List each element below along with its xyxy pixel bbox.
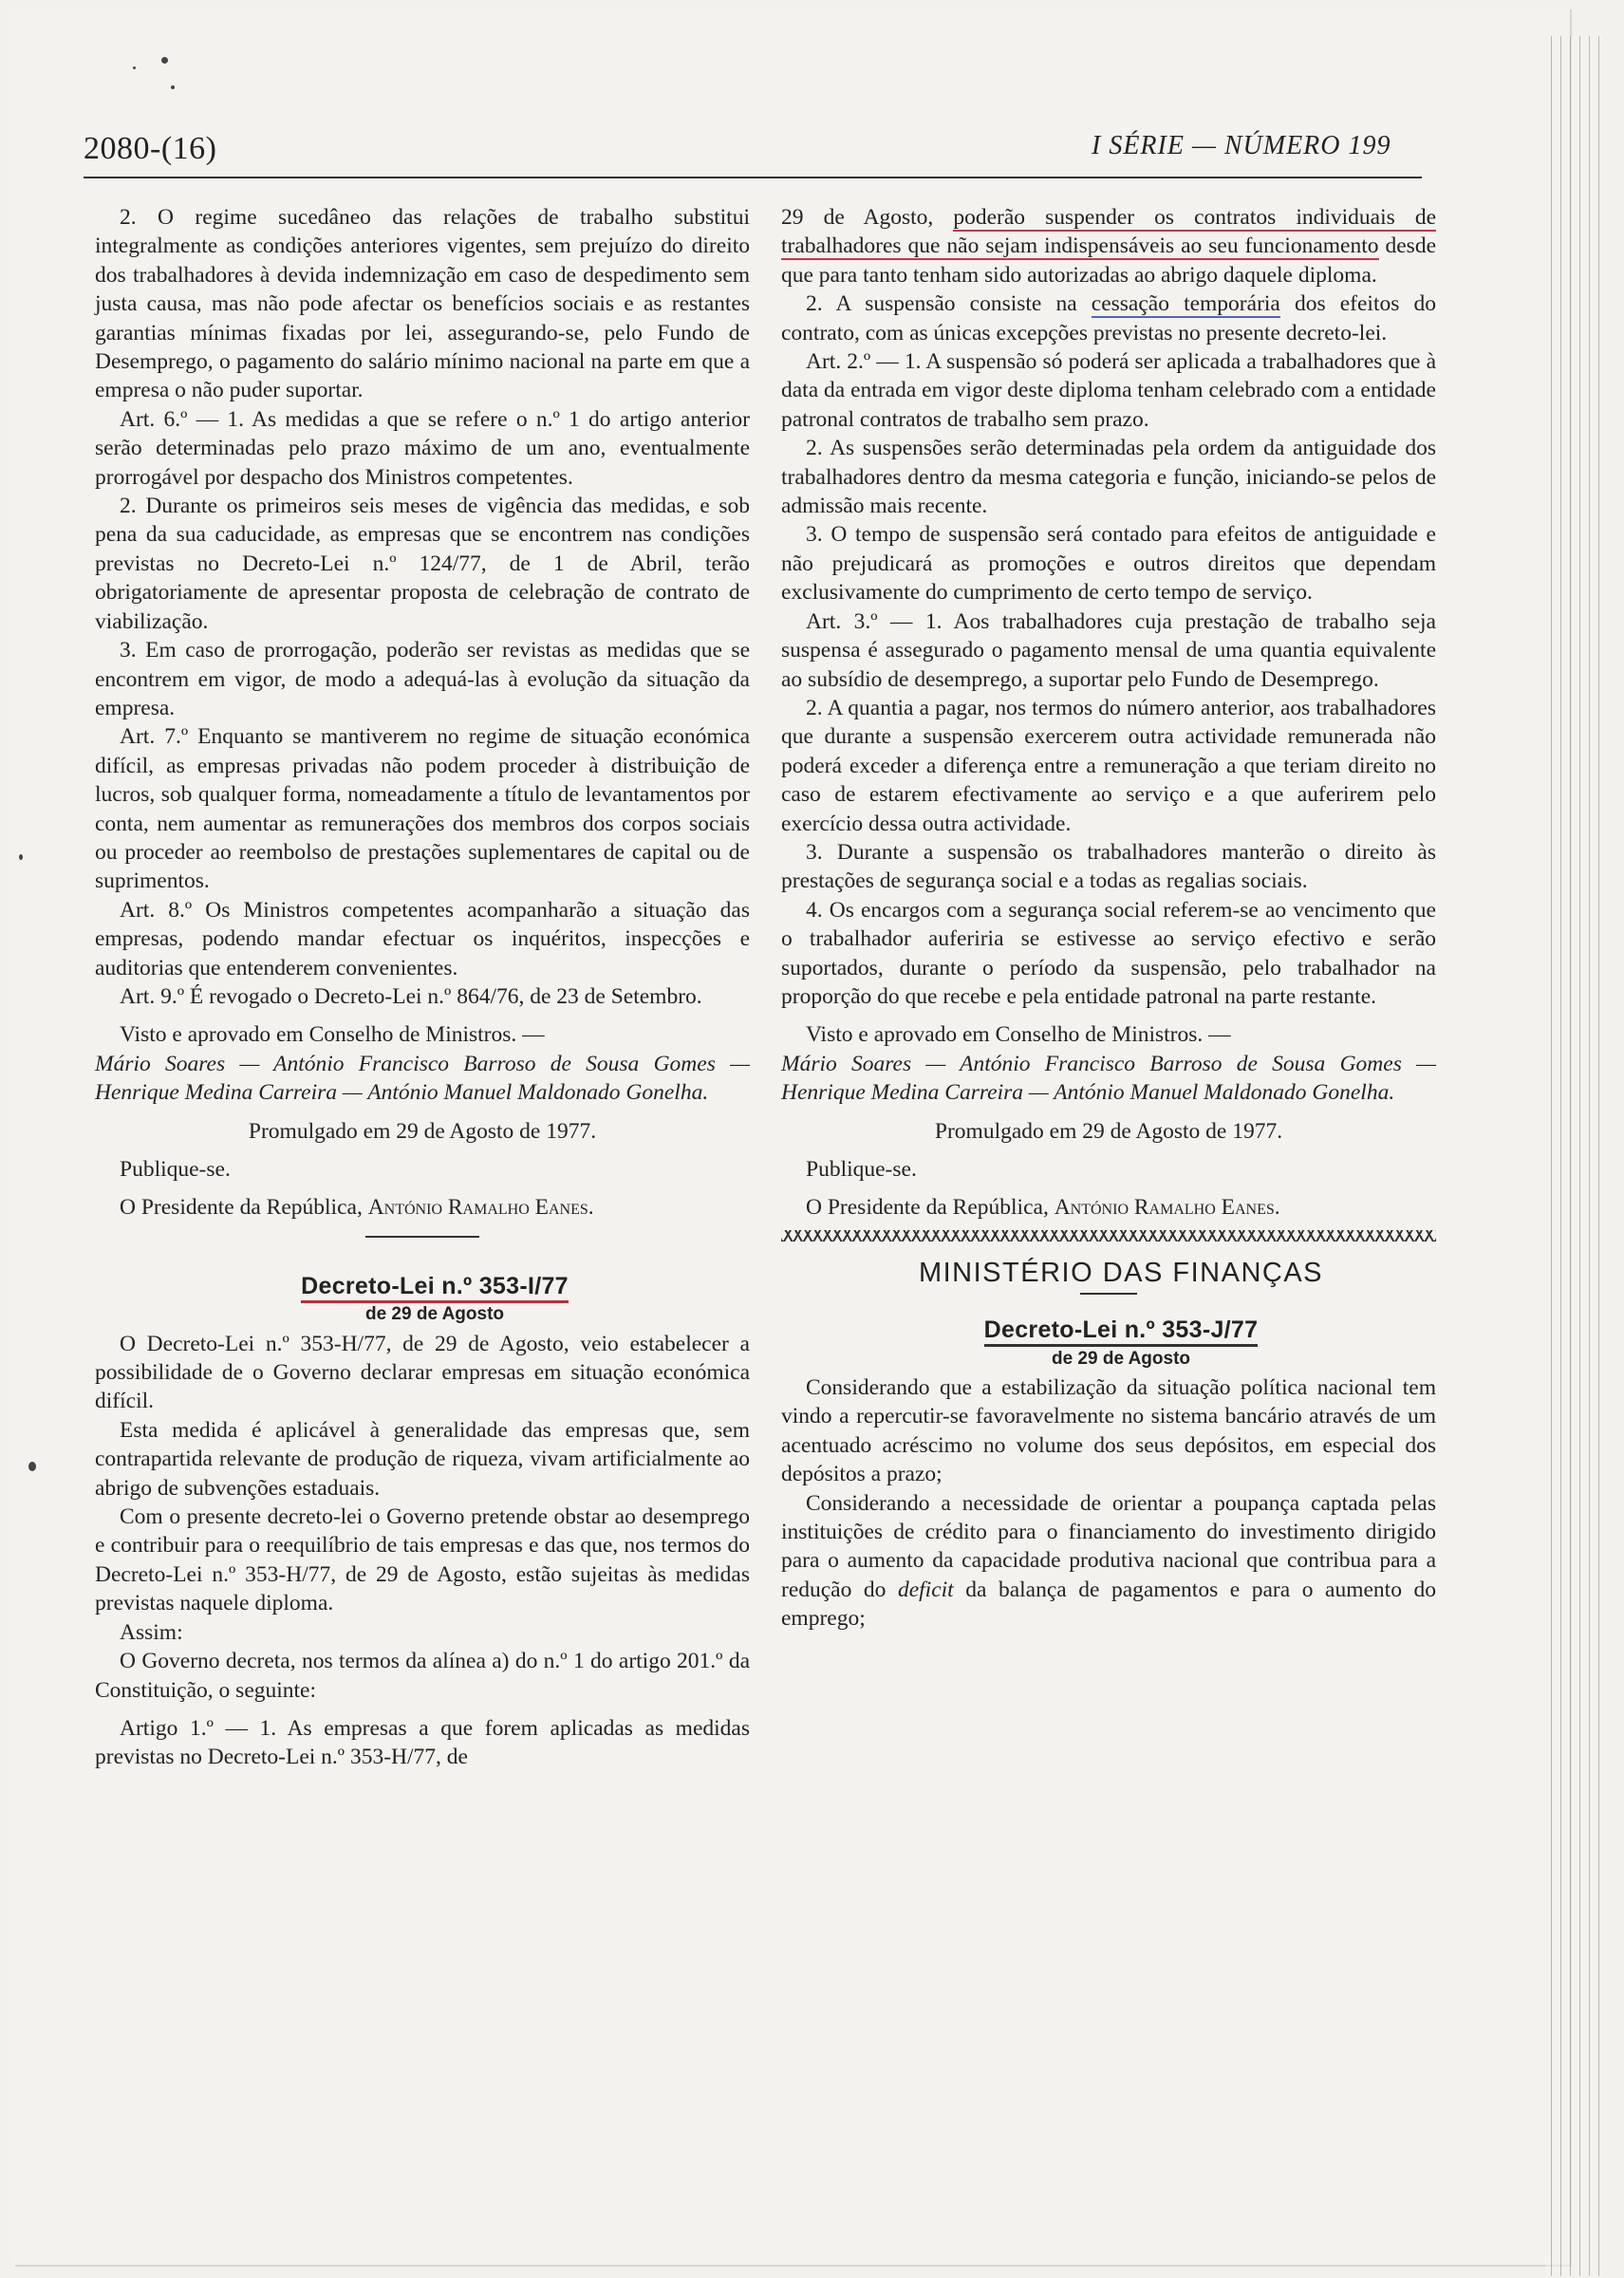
decree-title-text: Decreto-Lei n.º 353-J/77: [984, 1316, 1259, 1347]
article-6: Art. 6.º — 1. As medidas a que se refere o n.º 1 do artigo anterior serão determinadas pelo prazo máximo de um ano, eventualmente prorrogável por despacho dos Ministros competentes.: [95, 406, 750, 490]
decree-date: de 29 de Agosto: [364, 1304, 505, 1325]
scan-speck: [19, 854, 23, 860]
decree-title: [95, 1272, 750, 1300]
publish-order: Publique-se.: [806, 1157, 917, 1182]
president-title: O Presidente da República,: [120, 1195, 363, 1221]
paragraph: O Decreto-Lei n.º 353-H/77, de 29 de Agosto, veio estabelecer a possibilidade de o Governo declarar empresas em situação económica difícil.: [95, 1331, 750, 1414]
promulgation-date: Promulgado em 29 de Agosto de 1977.: [248, 1118, 597, 1144]
scan-speck: [28, 1462, 36, 1471]
scan-speck: [133, 66, 136, 69]
article-8: Art. 8.º Os Ministros competentes acompanharão a situação das empresas, podendo mandar efectuar os inquéritos, inspecções e auditorias que entenderem convenientes.: [95, 897, 750, 980]
paragraph: 3. Em caso de prorrogação, poderão ser revistas as medidas que se encontrem em vigor, de modo a adequá-las à evolução da situação da empresa.: [95, 638, 750, 720]
ministry-heading: MINISTÉRIO DAS FINANÇAS: [918, 1257, 1324, 1288]
paragraph: 2. As suspensões serão determinadas pela ordem da antiguidade dos trabalhadores dentro da mesma categoria e função, iniciando-se pelos de admissão mais recente.: [781, 436, 1436, 519]
section-divider: [365, 1236, 479, 1238]
president-name: António Ramalho Eanes.: [1054, 1195, 1280, 1221]
left-column: [95, 203, 750, 1772]
president-signature: [781, 1193, 1436, 1222]
president-name: António Ramalho Eanes.: [367, 1195, 594, 1221]
stacked-page-edges: [1546, 36, 1603, 2276]
scan-speck: [171, 85, 175, 89]
section-divider: [1080, 1293, 1137, 1295]
decree-date: de 29 de Agosto: [1051, 1348, 1191, 1369]
promulgation-date: Promulgado em 29 de Agosto de 1977.: [934, 1118, 1283, 1144]
ornamental-divider: [781, 1230, 1436, 1242]
series-number: I SÉRIE — NÚMERO 199: [1092, 131, 1391, 160]
president-signature: [95, 1193, 750, 1222]
signatories: Mário Soares — António Francisco Barroso de Sousa Gomes — Henrique Medina Carreira — António Manuel Maldonado Gonelha.: [781, 1051, 1436, 1106]
article-9: Art. 9.º É revogado o Decreto-Lei n.º 864/76, de 23 de Setembro.: [120, 983, 702, 1009]
paragraph: O Governo decreta, nos termos da alínea a) do n.º 1 do artigo 201.º da Constituição, o seguinte:: [95, 1649, 750, 1703]
paragraph: Esta medida é aplicável à generalidade das empresas que, sem contrapartida relevante de produção de riqueza, vivam artificialmente ao abrigo de subvenções estaduais.: [95, 1417, 750, 1501]
article-2: Art. 2.º — 1. A suspensão só poderá ser aplicada a trabalhadores que à data da entrada em vigor deste diploma tenham celebrado com a entidade patronal contratos de trabalho sem prazo.: [781, 349, 1436, 432]
paragraph: Considerando a necessidade de orientar a poupança captada pelas instituições de crédito para o financiamento do investimento dirigido para o aumento da capacidade produtiva nacional que contribua para a redução do deficit da balança de pagamentos e para o aumento do emprego;: [781, 1490, 1436, 1632]
header-rule: [84, 177, 1422, 178]
decree-title-text: Decreto-Lei n.º 353-I/77: [301, 1273, 569, 1303]
right-column: [781, 203, 1436, 1634]
approval-statement: Visto e aprovado em Conselho de Ministros. —: [120, 1022, 545, 1048]
article-7: Art. 7.º Enquanto se mantiverem no regime de situação económica difícil, as empresas privadas não podem proceder à distribuição de lucros, sob qualquer forma, nomeadamente a título de levantamentos por conta, nem aumentar as remunerações dos membros dos corpos sociais ou proceder ao reembolso de prestações suplementares de capital ou de suprimentos.: [95, 724, 750, 894]
paragraph: Assim:: [120, 1619, 183, 1645]
paragraph: 3. O tempo de suspensão será contado para efeitos de antiguidade e não prejudicará as promoções e outros direitos que dependam exclusivamente do cumprimento de certo tempo de serviço.: [781, 522, 1436, 606]
article-3: Art. 3.º — 1. Aos trabalhadores cuja prestação de trabalho seja suspensa é assegurado o pagamento mensal de uma quantia equivalente ao subsídio de desemprego, a suportar pelo Fundo de Desemprego.: [781, 608, 1436, 692]
paragraph: 2. A suspensão consiste na cessação temporária dos efeitos do contrato, com as únicas excepções previstas no presente decreto-lei.: [781, 291, 1436, 345]
paragraph: 3. Durante a suspensão os trabalhadores manterão o direito às prestações de segurança social e a todas as regalias sociais.: [781, 839, 1436, 894]
page-number: 2080-(16): [84, 131, 217, 166]
paragraph: Considerando que a estabilização da situação política nacional tem vindo a repercutir-se favoravelmente no sistema bancário através de um acentuado acréscimo no volume dos seus depósitos, em especial dos depósitos a prazo;: [781, 1375, 1436, 1487]
decree-title: [781, 1316, 1436, 1344]
signatories: Mário Soares — António Francisco Barroso de Sousa Gomes — Henrique Medina Carreira — António Manuel Maldonado Gonelha.: [95, 1051, 750, 1106]
red-underline-highlight: poderão suspender os contratos individuais de trabalhadores que não sejam indispensáveis ao seu funcionamento: [781, 205, 1437, 259]
publish-order: Publique-se.: [120, 1157, 231, 1182]
paragraph: 2. Durante os primeiros seis meses de vigência das medidas, e sob pena da sua caducidade, as empresas que se encontrem nas condições previstas no Decreto-Lei n.º 124/77, de 1 de Abril, terão obrigatoriamente de apresentar proposta de celebração de contrato de viabilização.: [95, 494, 750, 634]
blue-underline-highlight: cessação temporária: [1091, 291, 1280, 317]
paragraph: 4. Os encargos com a segurança social referem-se ao vencimento que o trabalhador auferiria se estivesse ao serviço efectivo e serão suportados, durante o período da suspensão, pelo trabalhador na proporção do que recebe e pela entidade patronal na parte restante.: [781, 897, 1436, 1009]
article-1: Artigo 1.º — 1. As empresas a que forem aplicadas as medidas previstas no Decreto-Lei n.º 353-H/77, de: [95, 1715, 750, 1770]
president-title: O Presidente da República,: [806, 1195, 1049, 1221]
paragraph: 2. O regime sucedâneo das relações de trabalho substitui integralmente as condições anteriores vigentes, sem prejuízo do direito dos trabalhadores à devida indemnização em caso de despedimento sem justa causa, mas não pode afectar os benefícios sociais e as restantes garantias mínimas fixadas por lei, assegurando-se, pelo Fundo de Desemprego, o pagamento do salário mínimo nacional na parte em que a empresa o não puder suportar.: [95, 205, 750, 403]
scan-speck: [161, 57, 168, 64]
paragraph: 29 de Agosto, poderão suspender os contratos individuais de trabalhadores que não sejam indispensáveis ao seu funcionamento desde que para tanto tenham sido autorizadas ao abrigo daquele diploma.: [781, 205, 1437, 288]
paragraph: 2. A quantia a pagar, nos termos do número anterior, aos trabalhadores que durante a suspensão exercerem outra actividade remunerada não poderá exceder a diferença entre a remuneração a que teriam direito no caso de estarem efectivamente ao serviço e a que auferirem pelo exercício dessa outra actividade.: [781, 695, 1436, 836]
paragraph: Com o presente decreto-lei o Governo pretende obstar ao desemprego e contribuir para o reequilíbrio de tais empresas e das que, nos termos do Decreto-Lei n.º 353-H/77, de 29 de Agosto, estão sujeitas às medidas previstas naquele diploma.: [95, 1504, 750, 1616]
approval-statement: Visto e aprovado em Conselho de Ministros. —: [806, 1022, 1231, 1048]
